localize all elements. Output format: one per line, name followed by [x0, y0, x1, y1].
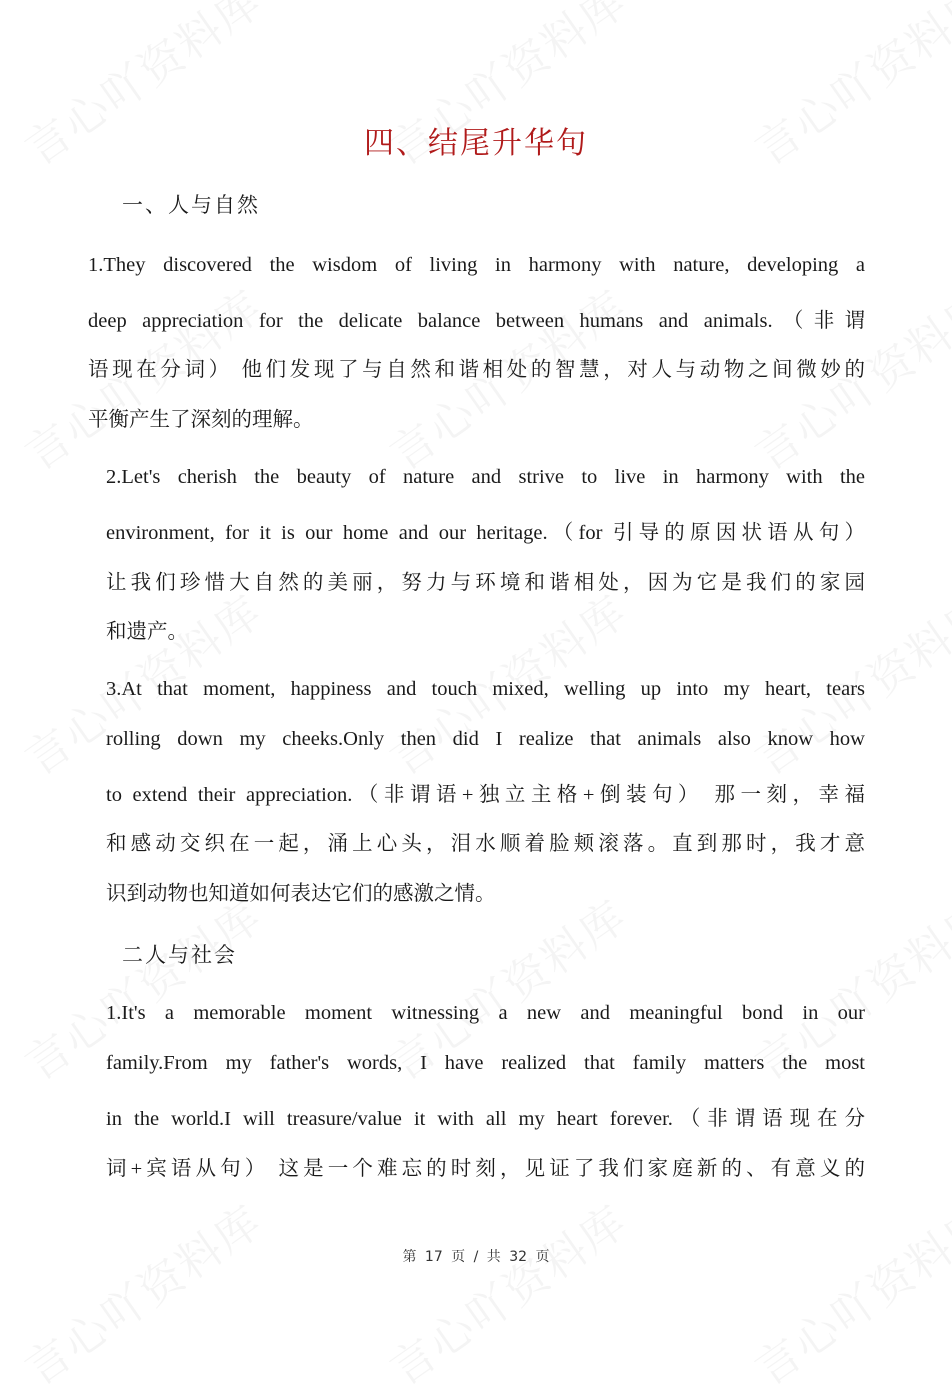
text-line: 和遗产。 [106, 621, 188, 643]
text-line: in the world.I will treasure/value it with all my heart forever.（非谓语现在分 [106, 1108, 865, 1130]
page-title: 四、结尾升华句 [364, 126, 588, 161]
text-line: family.From my father's words, I have realized that family matters the most [106, 1052, 865, 1074]
text-line: environment, for it is our home and our heritage.（for 引导的原因状语从句） [106, 522, 865, 544]
text-line: 和感动交织在一起，涌上心头，泪水顺着脸颊滚落。直到那时，我才意 [106, 833, 865, 855]
section-heading-society: 二人与社会 [122, 943, 237, 967]
text-line: 2.Let's cherish the beauty of nature and strive to live in harmony with the [106, 466, 865, 488]
page-number-footer: 第 17 页 / 共 32 页 [402, 1249, 550, 1265]
text-line: 平衡产生了深刻的理解。 [88, 409, 314, 431]
text-line: rolling down my cheeks.Only then did I realize that animals also know how [106, 728, 865, 750]
text-line: deep appreciation for the delicate balance between humans and animals.（非谓 [88, 310, 865, 332]
text-line: 语现在分词） 他们发现了与自然和谐相处的智慧，对人与动物之间微妙的 [88, 359, 865, 381]
text-line: 词+宾语从句） 这是一个难忘的时刻，见证了我们家庭新的、有意义的 [106, 1158, 865, 1180]
text-line: 让我们珍惜大自然的美丽，努力与环境和谐相处，因为它是我们的家园 [106, 572, 865, 594]
text-line: 3.At that moment, happiness and touch mixed, welling up into my heart, tears [106, 678, 865, 700]
text-line: to extend their appreciation.（非谓语+独立主格+倒装句） 那一刻，幸福 [106, 784, 865, 806]
section-heading-nature: 一、人与自然 [122, 193, 260, 217]
text-line: 识到动物也知道如何表达它们的感激之情。 [106, 883, 496, 905]
text-line: 1.They discovered the wisdom of living in harmony with nature, developing a [88, 254, 865, 276]
text-line: 1.It's a memorable moment witnessing a new and meaningful bond in our [106, 1002, 865, 1024]
